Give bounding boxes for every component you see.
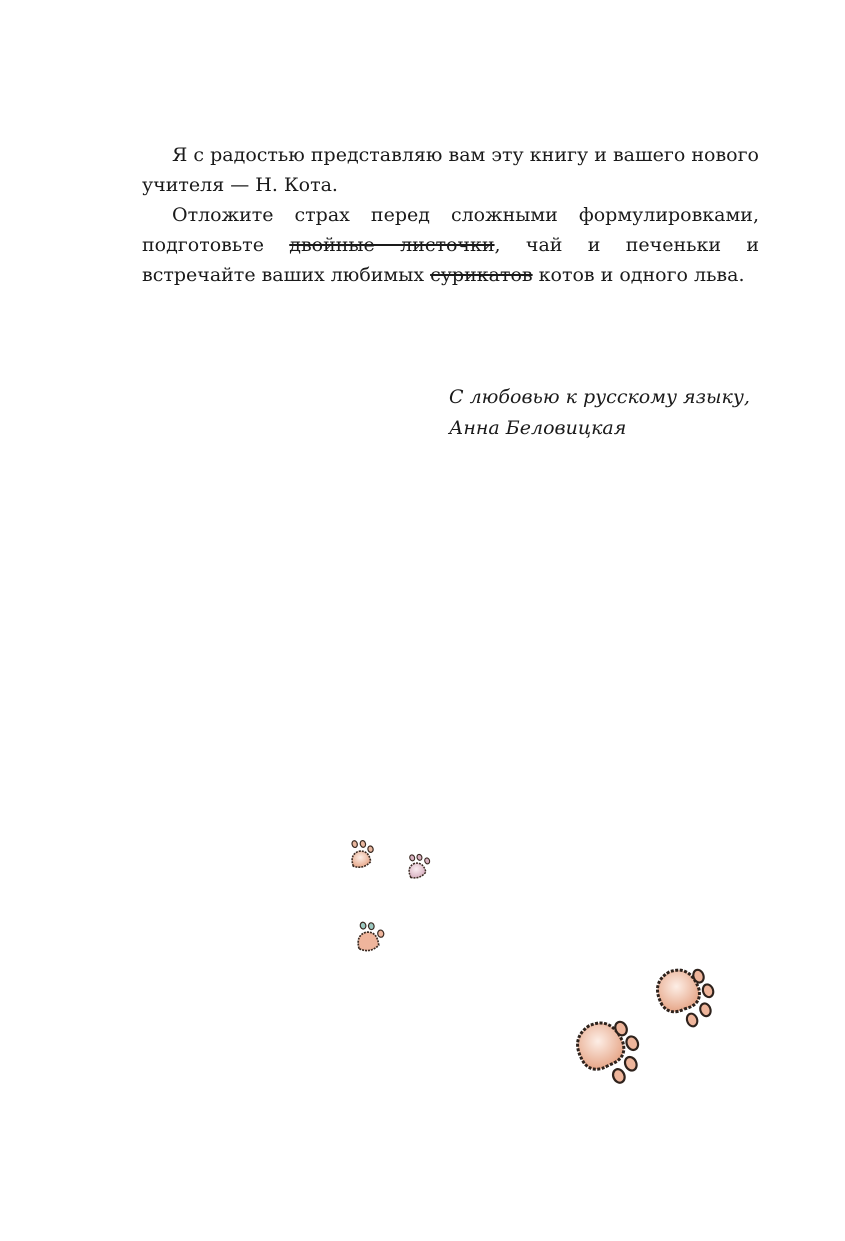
signature-line-1: С любовью к русскому языку, bbox=[449, 386, 750, 408]
paw-print-icon bbox=[570, 1010, 650, 1093]
paw-print-icon bbox=[652, 960, 723, 1034]
struck-text-meerkats: сурикатов bbox=[430, 264, 533, 286]
signature bbox=[449, 382, 769, 444]
signature-author: Анна Беловицкая bbox=[449, 417, 627, 439]
paw-print-icon bbox=[404, 850, 434, 880]
paragraph-invitation bbox=[142, 200, 759, 290]
paragraph-invitation-part3: котов и одного льва. bbox=[532, 264, 745, 286]
paragraph-intro-text: Я с радостью представляю вам эту книгу и вашего нового учителя — Н. Кота. bbox=[142, 144, 759, 196]
paw-print-icon bbox=[355, 919, 387, 952]
struck-text-double-sheets: двойные листочки bbox=[289, 234, 495, 256]
paragraph-intro bbox=[142, 140, 759, 200]
paragraph-invitation-part2: , чай и печеньки и встречайте ваших любимых bbox=[142, 234, 759, 286]
paw-print-icon bbox=[347, 837, 377, 870]
paragraph-invitation-part1: Отложите страх перед сложными формулировками, подготовьте bbox=[142, 204, 759, 256]
body-text bbox=[142, 140, 759, 290]
